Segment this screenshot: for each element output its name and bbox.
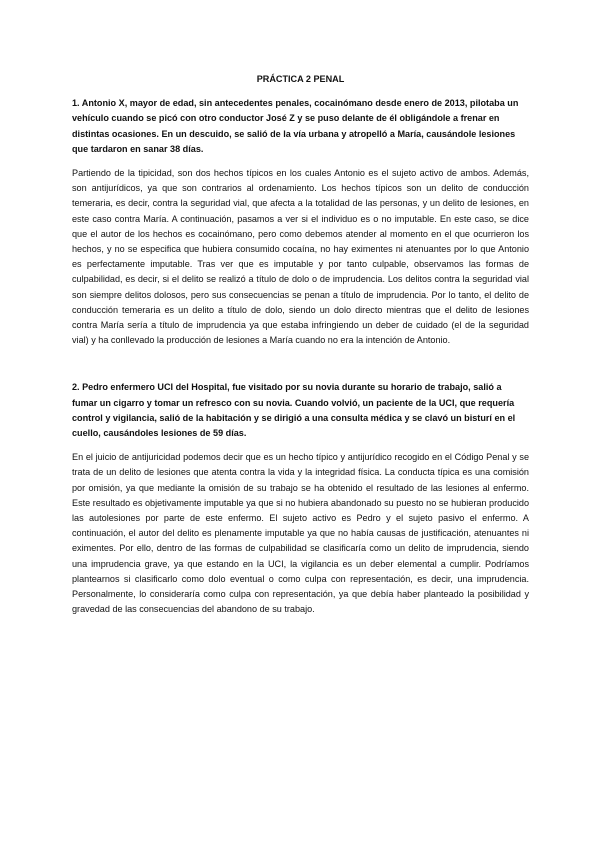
question-2: 2. Pedro enfermero UCI del Hospital, fue visitado por su novia durante su horario de trabajo, salió a fumar un cigarro y tomar un refresco con su novia. Cuando volvió, un paciente de la UCI, que requería control y vigilancia, salió de la habitación y se dirigió a una consulta médica y se clavó un bisturí en el cuello, causándoles lesiones de 59 días.: [72, 382, 516, 439]
document-body: [72, 72, 529, 618]
answer-2: En el juicio de antijuricidad podemos decir que es un hecho típico y antijurídico recogido en el Código Penal y se trata de un delito de lesiones que atenta contra la vida y la integridad física. La conducta típica es una comisión por omisión, ya que mediante la omisión de su trabajo se ha obtenido el resultado de las lesiones al enfermo. Este resultado es objetivamente imputable ya que si no hubiera abandonado su puesto no se hubieran producido las autolesiones por parte de este enfermo. El sujeto activo es Pedro y el sujeto pasivo el enfermo. A continuación, el autor del delito es plenamente imputable ya que no había causas de justificación, atenuantes ni eximentes. Por ello, dentro de las formas de culpabilidad se clasificaría como un delito de imprudencia, siendo una imprudencia grave, ya que estando en la UCI, la vigilancia es un deber elemental a cumplir. Podríamos plantearnos si clasificarlo como dolo eventual o como culpa con representación, es decir, una imprudencia. Personalmente, lo consideraría como culpa con representación, ya que debía haber planteado la posibilidad y gravedad de las consecuencias del abandono de su trabajo.: [72, 452, 529, 615]
question-1: 1. Antonio X, mayor de edad, sin antecedentes penales, cocainómano desde enero de 2013, pilotaba un vehículo cuando se picó con otro conductor José Z y se puso delante de él obligándole a frenar en distintas ocasiones. En un descuido, se salió de la vía urbana y atropelló a María, causándole lesiones que tardaron en sanar 38 días.: [72, 98, 519, 154]
answer-1: Partiendo de la tipicidad, son dos hechos típicos en los cuales Antonio es el sujeto activo de ambos. Además, son antijurídicos, ya que son contrarios al ordenamiento. Los hechos típicos son un delito de conducción temeraria, es decir, contra la seguridad vial, que afecta a la totalidad de las personas, y un delito de lesiones, en este caso contra María. A continuación, pasamos a ver si el individuo es o no imputable. En este caso, se dice que el autor de los hechos es cocainómano, pero como debemos atender al momento en el que ocurrieron los hechos, y no se especifica que hubiera consumido cocaína, no hay eximentes ni atenuantes por lo que Antonio es perfectamente imputable. Tras ver que es imputable y por tanto culpable, observamos las formas de culpabilidad, es decir, si el delito se realizó a título de dolo o de imprudencia. Los delitos contra la seguridad vial son siempre delitos dolosos, pero sus consecuencias se penan a título de imprudencia. Por lo tanto, el delito de conducción temeraria es un delito a título de dolo, siendo un dolo directo mientras que el delito de lesiones contra María sería a título de imprudencia ya que estaba infringiendo un deber de cuidado (el de la seguridad vial) y ha conllevado la producción de lesiones a María cuando no era la intención de Antonio.: [72, 168, 529, 346]
document-title: PRÁCTICA 2 PENAL: [256, 74, 345, 84]
section-spacer: [72, 348, 529, 380]
